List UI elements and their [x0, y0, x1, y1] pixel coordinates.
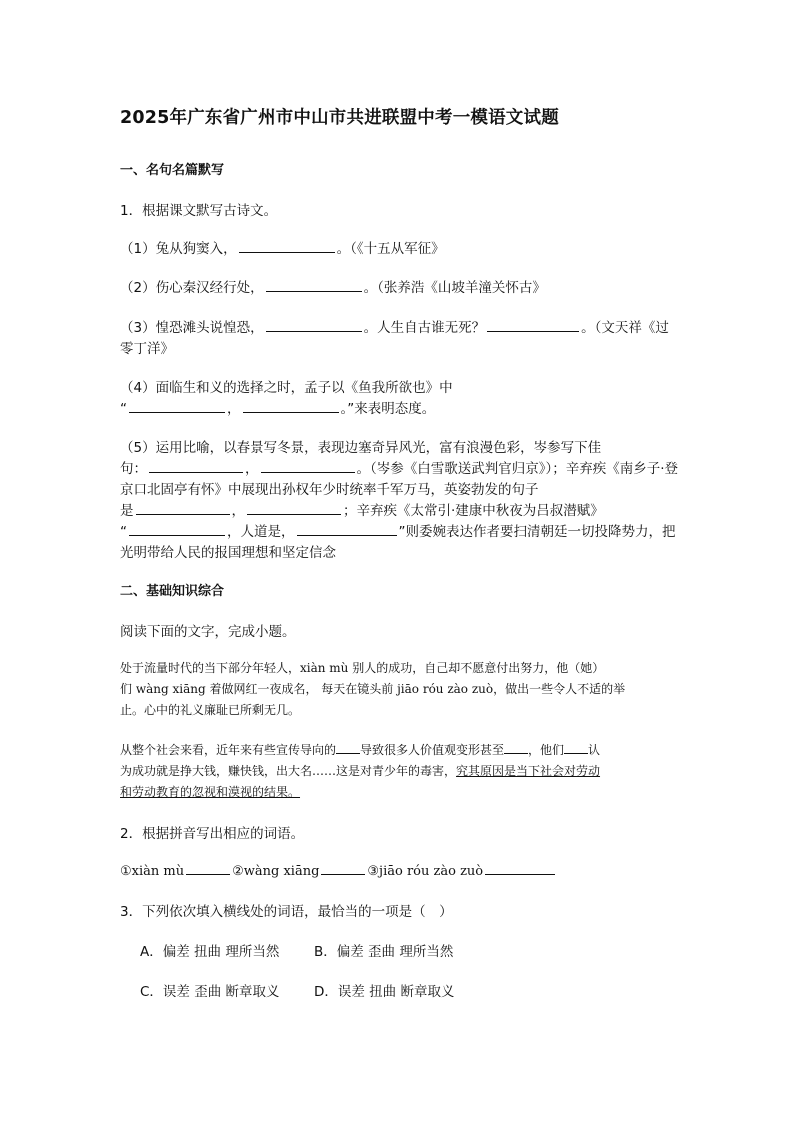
underlined-sentence: 和劳动教育的忽视和漠视的结果。	[120, 785, 301, 799]
answer-blank[interactable]	[149, 458, 243, 473]
item-5-line-6: 光明带给人民的报国理想和坚定信念	[120, 545, 336, 561]
fill-blank[interactable]	[504, 741, 528, 754]
item-4: （4）面临生和义的选择之时，孟子以《鱼我所欲也》中	[120, 380, 453, 396]
answer-blank[interactable]	[136, 500, 230, 515]
passage-text: 从整个社会来看，近年来有些宣传导向的	[120, 743, 337, 757]
passage-line: 们 wàng xiāng 着做网红一夜成名， 每天在镜头前 jiāo róu zào zuò，做出一些令人不适的举	[120, 682, 626, 696]
item-3-text: （3）惶恐滩头说惶恐，	[120, 320, 264, 336]
comma: ，	[231, 503, 245, 519]
item-1	[120, 237, 445, 257]
answer-blank[interactable]	[186, 860, 230, 875]
option-d[interactable]: D．误差 扭曲 断章取义	[314, 984, 455, 1000]
reading-passage-2	[120, 740, 676, 803]
fill-blank[interactable]	[336, 741, 360, 754]
option-b[interactable]: B．偏差 歪曲 理所当然	[314, 944, 454, 960]
fill-blank[interactable]	[564, 741, 588, 754]
passage-text: 为成功就是挣大钱，赚快钱，出大名……这是对青少年的毒害，	[120, 764, 457, 778]
item-2	[120, 276, 546, 296]
item-5: （5）运用比喻，以春景写冬景，表现边塞奇异风光，富有浪漫色彩，岑参写下佳	[120, 440, 602, 456]
pinyin-2: ②wàng xiāng	[232, 864, 320, 879]
reading-passage-1	[120, 658, 676, 721]
item-2-text: （2）伤心秦汉经行处，	[120, 280, 264, 296]
comma: ，	[245, 461, 259, 477]
answer-blank[interactable]	[321, 860, 365, 875]
item-3-source: 。（文天祥《过	[581, 320, 669, 336]
answer-blank[interactable]	[261, 458, 355, 473]
page-title: 2025年广东省广州市中山市共进联盟中考一模语文试题	[120, 108, 559, 128]
passage-line	[120, 782, 676, 803]
question-3: 3．下列依次填入横线处的词语，最恰当的一项是（ ）	[120, 904, 453, 920]
passage-text: 认	[588, 743, 601, 757]
quote-open: “	[120, 524, 127, 540]
passage-text: 导致很多人价值观变形甚至	[360, 743, 505, 757]
answer-blank[interactable]	[129, 521, 225, 536]
answer-blank[interactable]	[485, 860, 555, 875]
item-5-line-3: 京口北固亭有怀》中展现出孙权年少时统率千军万马，英姿勃发的句子	[120, 482, 539, 498]
pinyin-answers	[120, 860, 557, 879]
item-3-cont: 零丁洋》	[120, 341, 174, 357]
answer-blank[interactable]	[129, 398, 225, 413]
answer-blank[interactable]	[239, 238, 335, 253]
item-4-tail: 。”来表明态度。	[340, 401, 436, 417]
item-5-tail: ”则委婉表达作者要扫清朝廷一切投降势力，把	[398, 524, 676, 540]
item-3	[120, 316, 669, 336]
pinyin-3: ③jiāo róu zào zuò	[367, 864, 484, 879]
item-5-line-4	[120, 499, 604, 519]
pinyin-1: ①xiàn mù	[120, 864, 185, 879]
item-5-line-2	[120, 457, 678, 477]
comma: ，	[227, 401, 241, 417]
item-5-is: 是	[120, 503, 134, 519]
answer-blank[interactable]	[266, 317, 362, 332]
answer-blank[interactable]	[243, 398, 339, 413]
item-1-text: （1）兔从狗窦入，	[120, 241, 237, 257]
option-c[interactable]: C．误差 歪曲 断章取义	[140, 984, 280, 1000]
item-5-line-5	[120, 520, 676, 540]
section-heading-1: 一、名句名篇默写	[120, 163, 225, 178]
section-heading-2: 二、基础知识综合	[120, 584, 225, 599]
item-5-source-2: ；辛弃疾《太常引·建康中秋夜为吕叔潜赋》	[343, 503, 604, 519]
answer-blank[interactable]	[247, 500, 341, 515]
passage-line	[120, 740, 676, 761]
item-5-prefix: 句：	[120, 461, 147, 477]
quote-open: “	[120, 401, 127, 417]
reading-intro: 阅读下面的文字，完成小题。	[120, 624, 296, 640]
passage-line: 止。心中的礼义廉耻已所剩无几。	[120, 703, 301, 717]
passage-line: 处于流量时代的当下部分年轻人，xiàn mù 别人的成功，自己却不愿意付出努力，他（她）	[120, 661, 605, 675]
item-5-source: 。（岑参《白雪歌送武判官归京》）；辛弃疾《南乡子·登	[356, 461, 679, 477]
passage-line	[120, 761, 676, 782]
answer-blank[interactable]	[266, 277, 362, 292]
question-1: 1．根据课文默写古诗文。	[120, 203, 278, 219]
underlined-sentence: 究其原因是当下社会对劳动	[456, 764, 601, 778]
answer-blank[interactable]	[297, 521, 397, 536]
passage-text: ，他们	[528, 743, 565, 757]
item-1-source: 。（《十五从军征》	[336, 241, 445, 257]
option-a[interactable]: A．偏差 扭曲 理所当然	[140, 944, 280, 960]
item-5-mid: ，人道是，	[227, 524, 295, 540]
question-2: 2．根据拼音写出相应的词语。	[120, 826, 305, 842]
item-3-text-2: 。人生自古谁无死？	[363, 320, 486, 336]
item-4-line-2	[120, 397, 435, 417]
item-2-source: 。（张养浩《山坡羊潼关怀古》	[363, 280, 546, 296]
answer-blank[interactable]	[487, 317, 579, 332]
